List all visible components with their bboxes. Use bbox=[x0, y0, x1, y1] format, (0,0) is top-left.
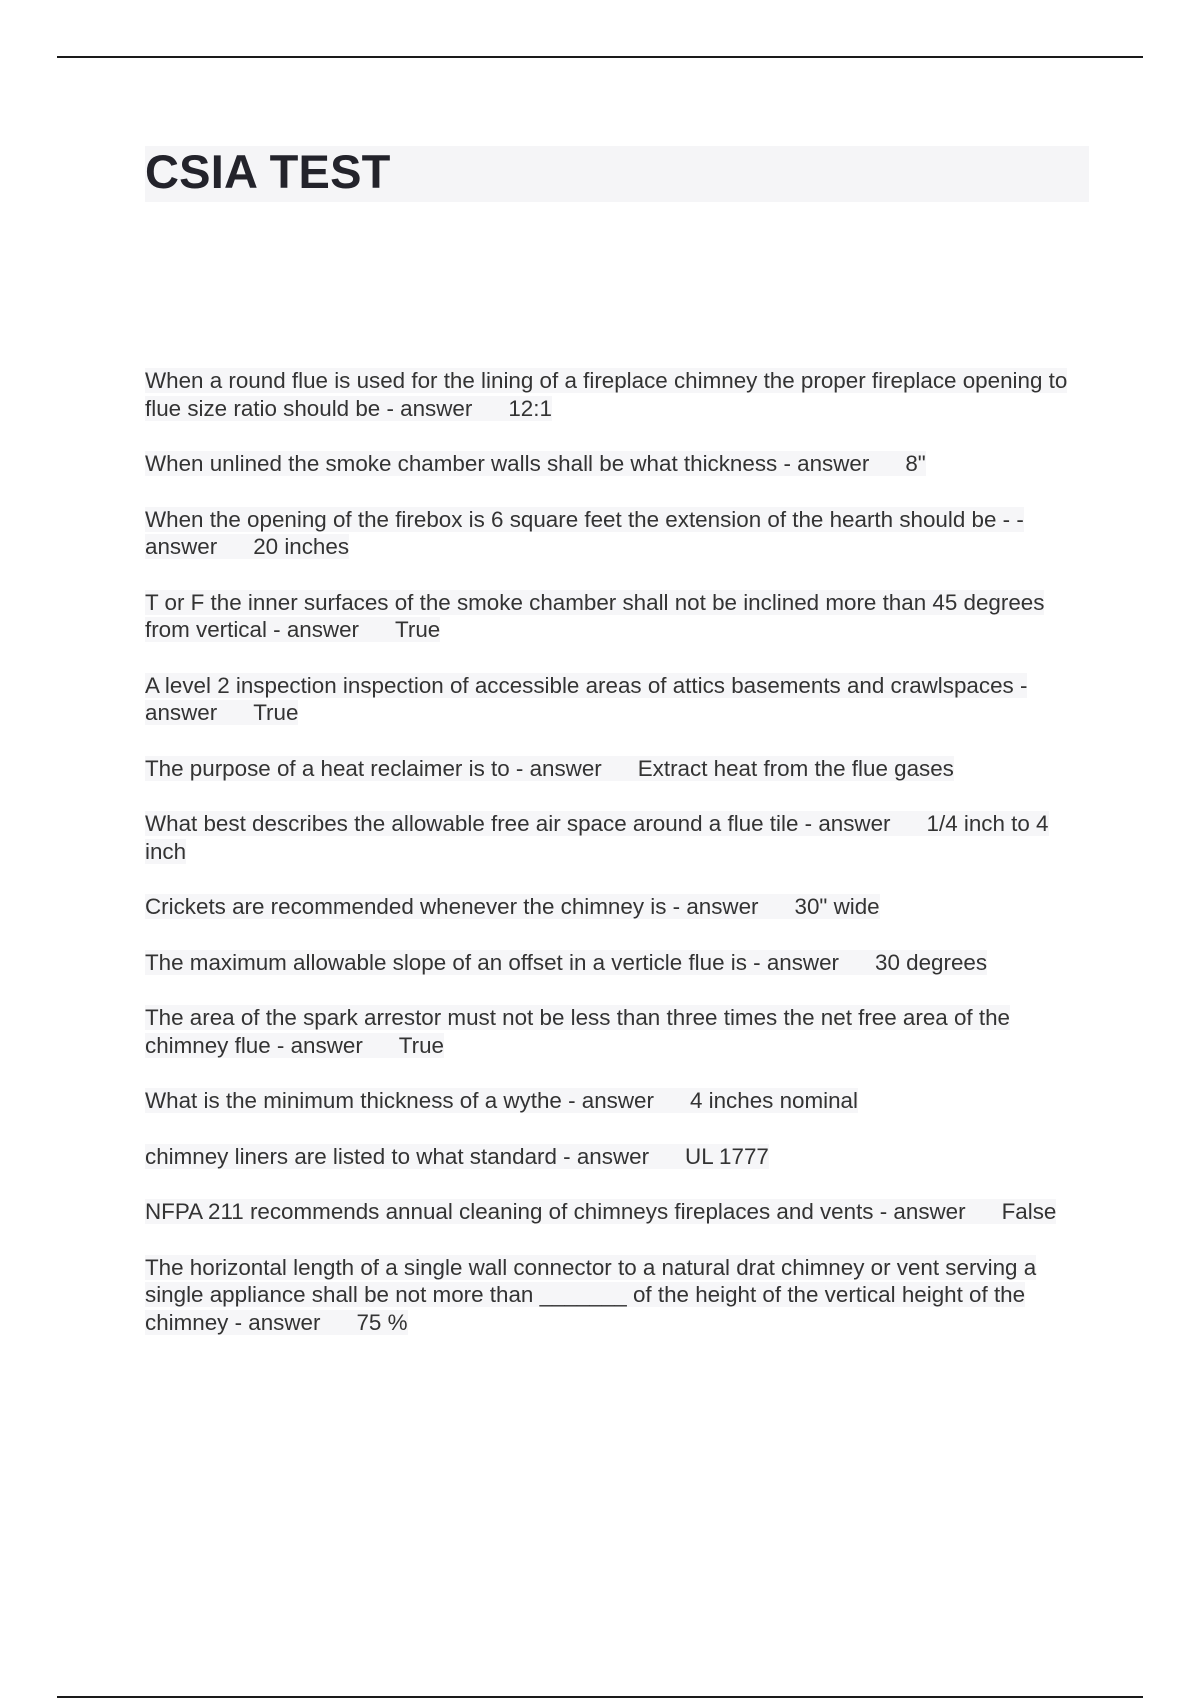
question-item bbox=[145, 1143, 1095, 1171]
question-item bbox=[145, 672, 1095, 727]
answer-label: - answer bbox=[666, 894, 759, 919]
question-text: A level 2 inspection inspection of accessible areas of attics basements and crawlspaces bbox=[145, 672, 1014, 698]
answer-text: False bbox=[1001, 1199, 1057, 1224]
question-text: When unlined the smoke chamber walls shall be what thickness bbox=[145, 451, 778, 476]
answer-label: - answer bbox=[777, 451, 870, 476]
top-rule bbox=[57, 56, 1143, 58]
question-item bbox=[145, 506, 1095, 561]
question-text: The area of the spark arrestor must not be less than three times the net free area of the chimney flue bbox=[145, 1005, 1010, 1058]
question-text: When the opening of the firebox is 6 square feet the extension of the hearth should be - bbox=[145, 506, 1011, 532]
question-item bbox=[145, 1004, 1095, 1059]
bottom-rule bbox=[57, 1696, 1143, 1698]
answer-label: - answer bbox=[873, 1199, 966, 1224]
answer-text: True bbox=[395, 617, 441, 642]
question-item bbox=[145, 1254, 1095, 1337]
answer-label: - answer bbox=[798, 811, 891, 836]
question-text: What is the minimum thickness of a wythe bbox=[145, 1088, 562, 1113]
answer-label: - answer bbox=[746, 949, 840, 975]
question-text: The maximum allowable slope of an offset in a verticle flue is bbox=[145, 949, 747, 975]
answer-label: - answer bbox=[561, 1088, 654, 1113]
question-item bbox=[145, 893, 1095, 921]
question-item bbox=[145, 589, 1095, 644]
question-text: T or F the inner surfaces of the smoke chamber shall not be inclined more than 45 degrees from vertical bbox=[145, 589, 1045, 642]
question-text: NFPA 211 recommends annual cleaning of chimneys fireplaces and vents bbox=[145, 1199, 874, 1224]
question-item bbox=[145, 949, 1095, 977]
answer-label: - answer bbox=[145, 506, 1024, 559]
answer-label: - answer bbox=[145, 672, 1028, 725]
answer-text: UL 1777 bbox=[685, 1143, 769, 1169]
answer-text: 4 inches nominal bbox=[689, 1088, 858, 1113]
answer-text: 30" wide bbox=[794, 894, 880, 919]
answer-label: - answer bbox=[266, 617, 360, 642]
question-item bbox=[145, 755, 1095, 783]
page-title: CSIA TEST bbox=[145, 145, 391, 198]
answer-text: 12:1 bbox=[508, 395, 552, 421]
question-item bbox=[145, 1087, 1095, 1115]
answer-label: - answer bbox=[270, 1032, 363, 1058]
question-text: When a round flue is used for the lining of a fireplace chimney the proper fireplace opening to flue size ratio should be bbox=[145, 368, 1068, 421]
question-item bbox=[145, 367, 1095, 422]
question-text: Crickets are recommended whenever the chimney is bbox=[145, 894, 667, 919]
answer-text: Extract heat from the flue gases bbox=[637, 755, 954, 781]
answer-text: True bbox=[398, 1032, 444, 1058]
answer-label: - answer bbox=[556, 1143, 650, 1169]
answer-text: 75 % bbox=[356, 1309, 408, 1335]
answer-label: - answer bbox=[509, 755, 602, 781]
answer-text: 1/4 inch to 4 inch bbox=[145, 811, 1049, 864]
question-list bbox=[145, 367, 1095, 1364]
question-text: chimney liners are listed to what standard bbox=[145, 1143, 557, 1169]
question-item bbox=[145, 450, 1095, 478]
answer-text: 30 degrees bbox=[875, 949, 988, 975]
question-item bbox=[145, 1198, 1095, 1226]
answer-label: - answer bbox=[228, 1309, 321, 1335]
question-text: The purpose of a heat reclaimer is to bbox=[145, 755, 510, 781]
answer-label: - answer bbox=[380, 395, 473, 421]
answer-text: True bbox=[253, 700, 299, 725]
question-text: The horizontal length of a single wall connector to a natural drat chimney or vent serving a single appliance shall be not more than _______ of the height of the vertical height of the chimney bbox=[145, 1254, 1037, 1335]
answer-text: 8" bbox=[905, 451, 926, 476]
question-text: What best describes the allowable free air space around a flue tile bbox=[145, 811, 799, 836]
answer-text: 20 inches bbox=[253, 534, 350, 559]
question-item bbox=[145, 810, 1095, 865]
